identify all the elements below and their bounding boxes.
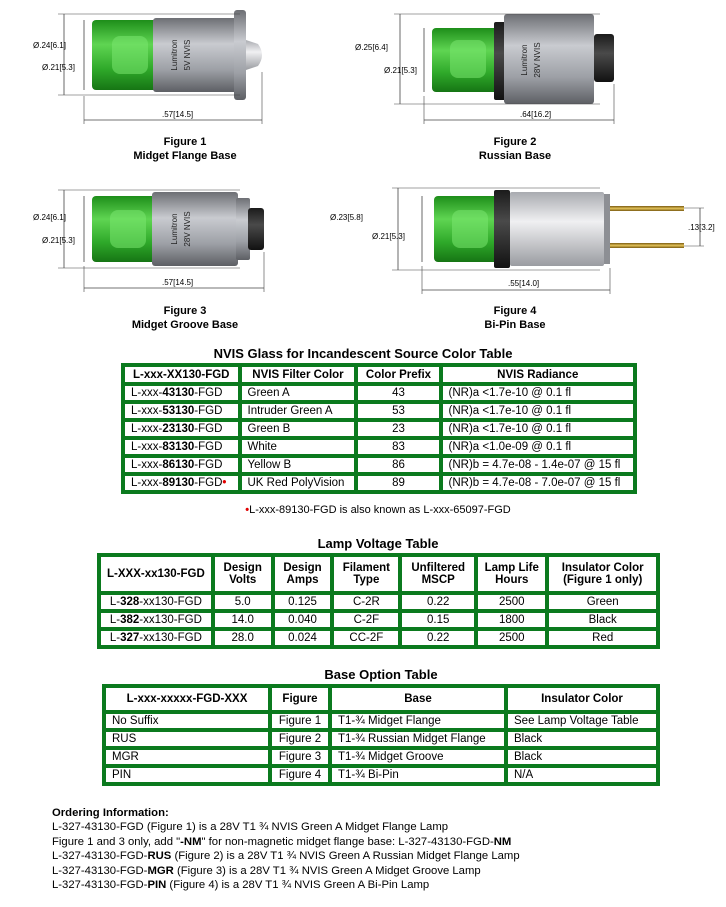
figure-2-lamp — [394, 14, 614, 124]
part-number: L-xxx-23130-FGD — [123, 420, 240, 438]
table-row — [123, 384, 635, 402]
lamp-life: 2500 — [476, 593, 547, 611]
figure-2-dim-inner: Ø.21[5.3] — [384, 66, 417, 75]
insulator-color: N/A — [506, 766, 658, 784]
figure-3-lamp — [58, 190, 264, 292]
filter-color: UK Red PolyVision — [240, 474, 357, 492]
figure-ref: Figure 4 — [270, 766, 330, 784]
figures-drawing — [0, 0, 726, 340]
figure-4-caption — [425, 304, 605, 332]
base-table-title: Base Option Table — [324, 667, 438, 682]
color-prefix: 86 — [356, 456, 440, 474]
table-row — [123, 420, 635, 438]
base-suffix: RUS — [104, 730, 270, 748]
voltage-table-header-row — [99, 555, 658, 593]
color-table-header: L-xxx-XX130-FGD — [123, 365, 240, 384]
design-amps: 0.125 — [273, 593, 333, 611]
figure-2-dim-outer: Ø.25[6.4] — [355, 43, 388, 52]
table-row — [104, 766, 658, 784]
insulator-color: Black — [506, 748, 658, 766]
figure-3-subtitle: Midget Groove Base — [131, 319, 239, 331]
filament-type: C-2F — [332, 611, 400, 629]
figure-2-label1: Lumitron — [520, 44, 529, 76]
figure-1-label2: 5V NVIS — [183, 39, 192, 71]
filament-type: C-2R — [332, 593, 400, 611]
base-suffix: PIN — [104, 766, 270, 784]
base-table — [102, 684, 660, 786]
base-suffix: No Suffix — [104, 712, 270, 730]
color-table-header: NVIS Filter Color — [240, 365, 357, 384]
nvis-radiance: (NR)a <1.7e-10 @ 0.1 fl — [441, 420, 635, 438]
table-row — [99, 593, 658, 611]
figure-ref: Figure 2 — [270, 730, 330, 748]
figure-3-dim-len: .57[14.5] — [162, 278, 194, 287]
base-suffix: MGR — [104, 748, 270, 766]
mscp: 0.15 — [400, 611, 476, 629]
base-type: T1-¾ Midget Flange — [330, 712, 506, 730]
figure-2-dim-len: .64[16.2] — [520, 110, 552, 119]
figure-1-dim-len: .57[14.5] — [162, 110, 194, 119]
voltage-table — [97, 553, 660, 649]
color-table-header-row — [123, 365, 635, 384]
table-row — [104, 712, 658, 730]
color-table-header: NVIS Radiance — [441, 365, 635, 384]
part-number: L-327-xx130-FGD — [99, 629, 213, 647]
nvis-radiance: (NR)a <1.0e-09 @ 0.1 fl — [441, 438, 635, 456]
table-row — [123, 456, 635, 474]
filter-color: Green A — [240, 384, 357, 402]
design-volts: 5.0 — [213, 593, 273, 611]
figure-4-title: Figure 4 — [493, 305, 537, 317]
base-table-header-row — [104, 686, 658, 712]
ordering-line: L-327-43130-FGD (Figure 1) is a 28V T1 ¾ NVIS Green A Midget Flange Lamp — [52, 821, 449, 834]
voltage-table-header: Lamp Life Hours — [476, 555, 547, 593]
figure-4-dim-outer: Ø.23[5.8] — [330, 213, 363, 222]
nvis-radiance: (NR)a <1.7e-10 @ 0.1 fl — [441, 402, 635, 420]
insulator-color: Black — [547, 611, 658, 629]
filter-color: Green B — [240, 420, 357, 438]
figure-1-dim-outer: Ø.24[6.1] — [33, 41, 66, 50]
color-table-note — [120, 504, 636, 516]
mscp: 0.22 — [400, 629, 476, 647]
filter-color: Intruder Green A — [240, 402, 357, 420]
color-table-note-text: L-xxx-89130-FGD is also known as L-xxx-65097-FGD — [249, 504, 511, 516]
base-table-header: L-xxx-xxxxx-FGD-XXX — [104, 686, 270, 712]
ordering-line: L-327-43130-FGD-RUS (Figure 2) is a 28V T1 ¾ NVIS Green A Russian Midget Flange Lamp — [52, 850, 520, 863]
ordering-line: L-327-43130-FGD-PIN (Figure 4) is a 28V T1 ¾ NVIS Green A Bi-Pin Lamp — [52, 879, 430, 892]
design-amps: 0.040 — [273, 611, 333, 629]
figure-3-dim-outer: Ø.24[6.1] — [33, 213, 66, 222]
table-row — [99, 611, 658, 629]
figure-1-caption — [95, 135, 275, 163]
base-type: T1-¾ Russian Midget Flange — [330, 730, 506, 748]
figure-3-caption — [95, 304, 275, 332]
insulator-color: Green — [547, 593, 658, 611]
table-row — [104, 748, 658, 766]
color-prefix: 43 — [356, 384, 440, 402]
ordering-heading: Ordering Information: — [52, 807, 169, 819]
lamp-life: 2500 — [476, 629, 547, 647]
figure-4-dim-pin: .13[3.2] — [688, 223, 715, 232]
design-volts: 28.0 — [213, 629, 273, 647]
figure-2-label2: 28V NVIS — [533, 42, 542, 78]
part-number: L-xxx-83130-FGD — [123, 438, 240, 456]
filament-type: CC-2F — [332, 629, 400, 647]
part-number: L-xxx-53130-FGD — [123, 402, 240, 420]
voltage-table-header: Insulator Color (Figure 1 only) — [547, 555, 658, 593]
design-volts: 14.0 — [213, 611, 273, 629]
base-table-header: Insulator Color — [506, 686, 658, 712]
figure-3-label2: 28V NVIS — [183, 211, 192, 247]
figure-2-subtitle: Russian Base — [478, 150, 552, 162]
nvis-radiance: (NR)a <1.7e-10 @ 0.1 fl — [441, 384, 635, 402]
figure-3-title: Figure 3 — [163, 305, 207, 317]
design-amps: 0.024 — [273, 629, 333, 647]
lamp-life: 1800 — [476, 611, 547, 629]
part-number: L-328-xx130-FGD — [99, 593, 213, 611]
voltage-table-header: Filament Type — [332, 555, 400, 593]
insulator-color: Black — [506, 730, 658, 748]
voltage-table-title: Lamp Voltage Table — [317, 536, 439, 551]
figure-2-title: Figure 2 — [493, 136, 537, 148]
mscp: 0.22 — [400, 593, 476, 611]
color-table-title: NVIS Glass for Incandescent Source Color Table — [213, 346, 513, 361]
figure-3-label1: Lumitron — [170, 213, 179, 245]
filter-color: Yellow B — [240, 456, 357, 474]
table-row — [123, 474, 635, 492]
voltage-table-header: L-XXX-xx130-FGD — [99, 555, 213, 593]
figure-4-dim-inner: Ø.21[5.3] — [372, 232, 405, 241]
figure-2-caption — [425, 135, 605, 163]
table-row — [123, 402, 635, 420]
insulator-color: Red — [547, 629, 658, 647]
color-prefix: 89 — [356, 474, 440, 492]
table-row — [99, 629, 658, 647]
voltage-table-header: Design Amps — [273, 555, 333, 593]
ordering-information — [52, 806, 520, 892]
figure-1-lamp — [58, 10, 262, 124]
figure-4-dim-len: .55[14.0] — [508, 279, 540, 288]
color-prefix: 83 — [356, 438, 440, 456]
figure-4-subtitle: Bi-Pin Base — [484, 319, 546, 331]
footnote-mark: • — [245, 504, 250, 516]
figure-1-dim-inner: Ø.21[5.3] — [42, 63, 75, 72]
figure-ref: Figure 3 — [270, 748, 330, 766]
color-table — [121, 363, 637, 494]
table-row — [123, 438, 635, 456]
figure-1-label1: Lumitron — [170, 39, 179, 71]
ordering-line: L-327-43130-FGD-MGR (Figure 3) is a 28V T1 ¾ NVIS Green A Midget Groove Lamp — [52, 864, 481, 877]
voltage-table-header: Design Volts — [213, 555, 273, 593]
nvis-radiance: (NR)b = 4.7e-08 - 1.4e-07 @ 15 fl — [441, 456, 635, 474]
part-number: L-382-xx130-FGD — [99, 611, 213, 629]
figure-1-subtitle: Midget Flange Base — [133, 150, 237, 162]
figure-1-title: Figure 1 — [163, 136, 207, 148]
base-table-header: Base — [330, 686, 506, 712]
nvis-radiance: (NR)b = 4.7e-08 - 7.0e-07 @ 15 fl — [441, 474, 635, 492]
part-number: L-xxx-43130-FGD — [123, 384, 240, 402]
table-row — [104, 730, 658, 748]
color-table-header: Color Prefix — [356, 365, 440, 384]
filter-color: White — [240, 438, 357, 456]
insulator-color: See Lamp Voltage Table — [506, 712, 658, 730]
ordering-line: Figure 1 and 3 only, add "-NM" for non-magnetic midget flange base: L-327-43130-FGD-NM — [52, 835, 512, 848]
figure-3-dim-inner: Ø.21[5.3] — [42, 236, 75, 245]
part-number: L-xxx-86130-FGD — [123, 456, 240, 474]
base-type: T1-¾ Midget Groove — [330, 748, 506, 766]
base-type: T1-¾ Bi-Pin — [330, 766, 506, 784]
figure-4-lamp — [392, 188, 704, 294]
voltage-table-header: Unfiltered MSCP — [400, 555, 476, 593]
footnote-mark: • — [222, 477, 227, 489]
figure-ref: Figure 1 — [270, 712, 330, 730]
color-prefix: 53 — [356, 402, 440, 420]
part-number: L-xxx-89130-FGD• — [123, 474, 240, 492]
base-table-header: Figure — [270, 686, 330, 712]
color-prefix: 23 — [356, 420, 440, 438]
